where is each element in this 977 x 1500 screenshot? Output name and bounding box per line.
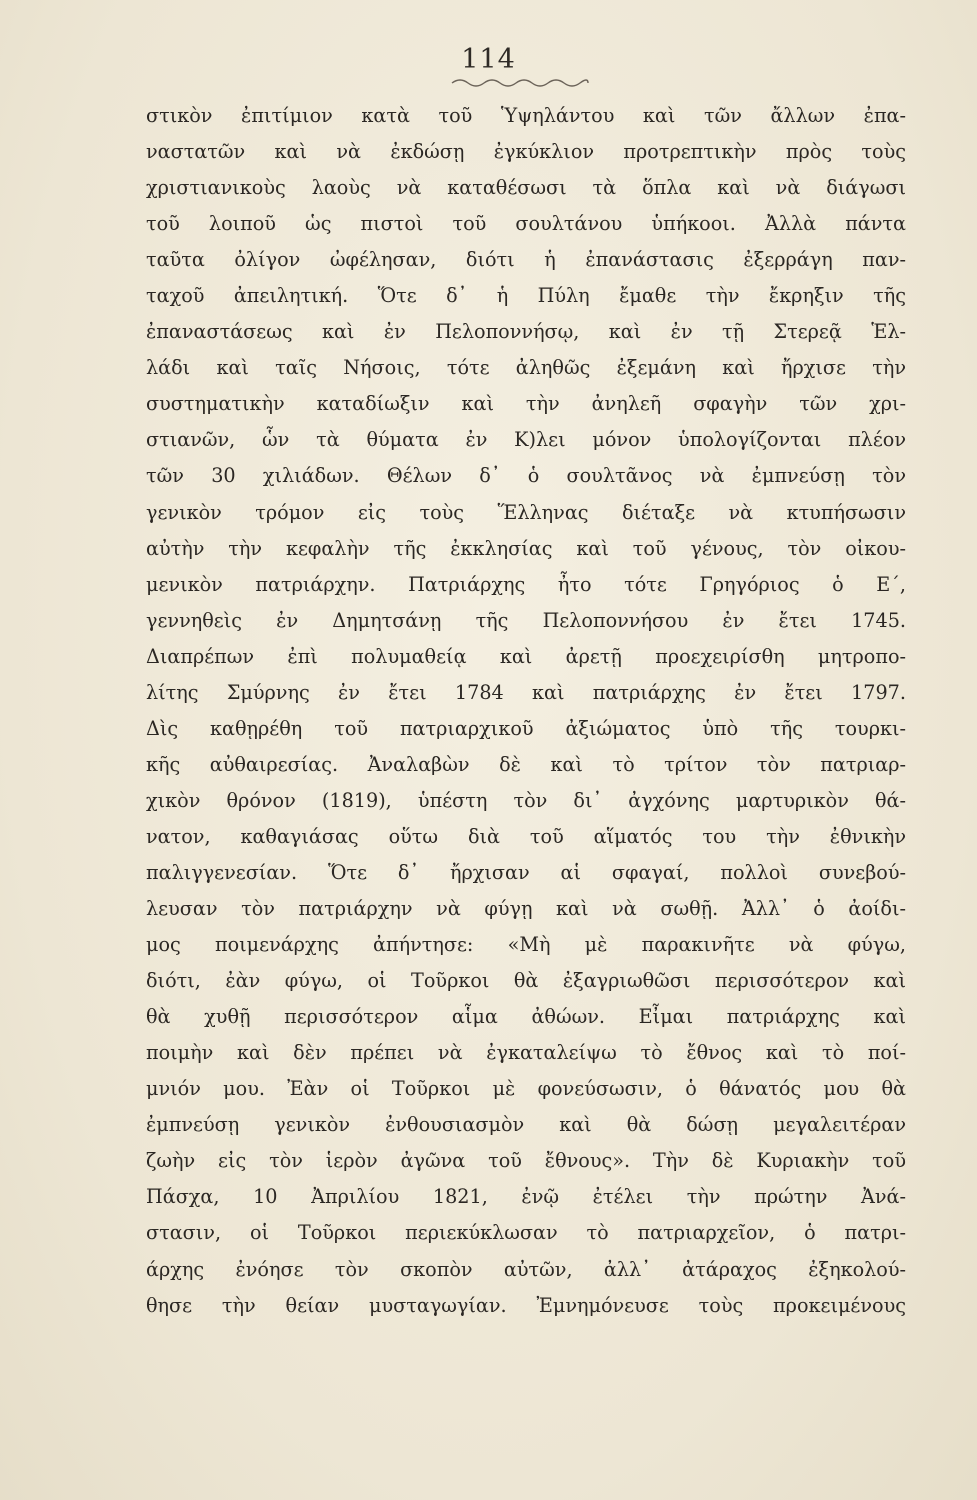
- text-line: διότι, ἐὰν φύγω, οἱ Τοῦρκοι θὰ ἐξαγριωθῶσι περισσότερον καὶ: [146, 969, 906, 993]
- text-line: ναστατῶν καὶ νὰ ἐκδώσῃ ἐγκύκλιον προτρεπτικὴν πρὸς τοὺς: [146, 140, 906, 164]
- text-line: Πάσχα, 10 Ἀπριλίου 1821, ἐνῷ ἐτέλει τὴν πρώτην Ἀνά-: [146, 1185, 906, 1209]
- text-line: λίτης Σμύρνης ἐν ἔτει 1784 καὶ πατριάρχης ἐν ἔτει 1797.: [146, 680, 906, 704]
- text-line: ἐμπνεύσῃ γενικὸν ἐνθουσιασμὸν καὶ θὰ δώσῃ μεγαλειτέραν: [146, 1113, 906, 1137]
- text-line: συστηματικὴν καταδίωξιν καὶ τὴν ἀνηλεῆ σφαγὴν τῶν χρι-: [146, 392, 906, 416]
- text-line: θησε τὴν θείαν μυσταγωγίαν. Ἐμνημόνευσε τοὺς προκειμένους: [146, 1293, 906, 1317]
- text-line: στικὸν ἐπιτίμιον κατὰ τοῦ Ὑψηλάντου καὶ τῶν ἄλλων ἐπα-: [146, 104, 906, 127]
- text-line: θὰ χυθῇ περισσότερον αἷμα ἀθώων. Εἶμαι πατριάρχης καὶ: [146, 1005, 906, 1029]
- text-line: μος ποιμενάρχης ἀπήντησε: «Μὴ μὲ παρακινῆτε νὰ φύγω,: [146, 933, 906, 957]
- text-line: λάδι καὶ ταῖς Νήσοις, τότε ἀληθῶς ἐξεμάνη καὶ ἤρχισε τὴν: [146, 356, 906, 380]
- text-line: γενικὸν τρόμον εἰς τοὺς Ἕλληνας διέταξε νὰ κτυπήσωσιν: [146, 500, 906, 524]
- text-line: Δὶς καθῃρέθη τοῦ πατριαρχικοῦ ἀξιώματος ὑπὸ τῆς τουρκι-: [146, 716, 906, 740]
- text-line: νατον, καθαγιάσας οὕτω διὰ τοῦ αἵματός του τὴν ἐθνικὴν: [146, 824, 906, 848]
- wavy-ornament-icon: [450, 76, 590, 90]
- text-line: άρχης ἐνόησε τὸν σκοπὸν αὐτῶν, ἀλλ᾽ ἀτάραχος ἐξηκολού-: [146, 1257, 906, 1281]
- text-line: χριστιανικοὺς λαοὺς νὰ καταθέσωσι τὰ ὅπλα καὶ νὰ διάγωσι: [146, 176, 906, 200]
- text-line: γεννηθεὶς ἐν Δημητσάνῃ τῆς Πελοποννήσου ἐν ἔτει 1745.: [146, 608, 906, 632]
- text-line: τοῦ λοιποῦ ὡς πιστοὶ τοῦ σουλτάνου ὑπήκοοι. Ἀλλὰ πάντα: [146, 212, 906, 236]
- text-line: στιανῶν, ὧν τὰ θύματα ἐν Κ)λει μόνον ὑπολογίζονται πλέον: [146, 428, 906, 452]
- body-text: [146, 98, 906, 1324]
- text-line: μενικὸν πατριάρχην. Πατριάρχης ἦτο τότε Γρηγόριος ὁ Ε΄,: [146, 572, 906, 596]
- page-number: 114: [461, 44, 516, 75]
- text-line: ἐπαναστάσεως καὶ ἐν Πελοποννήσῳ, καὶ ἐν τῇ Στερεᾷ Ἑλ-: [146, 320, 906, 344]
- text-line: ταῦτα ὀλίγον ὠφέλησαν, διότι ἡ ἐπανάστασις ἐξερράγη παν-: [146, 248, 906, 272]
- text-line: αὐτὴν τὴν κεφαλὴν τῆς ἐκκλησίας καὶ τοῦ γένους, τὸν οἰκου-: [146, 536, 906, 560]
- text-line: ταχοῦ ἀπειλητική. Ὅτε δ᾽ ἡ Πύλη ἔμαθε τὴν ἔκρηξιν τῆς: [146, 284, 906, 308]
- text-line: παλιγγενεσίαν. Ὅτε δ᾽ ἤρχισαν αἱ σφαγαί, πολλοὶ συνεβού-: [146, 860, 906, 884]
- text-line: κῆς αὐθαιρεσίας. Ἀναλαβὼν δὲ καὶ τὸ τρίτον τὸν πατριαρ-: [146, 752, 906, 776]
- text-line: χικὸν θρόνον (1819), ὑπέστη τὸν δι᾽ ἀγχόνης μαρτυρικὸν θά-: [146, 788, 906, 812]
- text-line: στασιν, οἱ Τοῦρκοι περιεκύκλωσαν τὸ πατριαρχεῖον, ὁ πατρι-: [146, 1221, 906, 1245]
- text-line: τῶν 30 χιλιάδων. Θέλων δ᾽ ὁ σουλτᾶνος νὰ ἐμπνεύσῃ τὸν: [146, 464, 906, 488]
- text-line: Διαπρέπων ἐπὶ πολυμαθείᾳ καὶ ἀρετῇ προεχειρίσθη μητροπο-: [146, 644, 906, 668]
- text-line: ποιμὴν καὶ δὲν πρέπει νὰ ἐγκαταλείψω τὸ ἔθνος καὶ τὸ ποί-: [146, 1041, 906, 1065]
- text-line: ζωὴν εἰς τὸν ἱερὸν ἀγῶνα τοῦ ἔθνους». Τὴν δὲ Κυριακὴν τοῦ: [146, 1149, 906, 1173]
- text-line: λευσαν τὸν πατριάρχην νὰ φύγῃ καὶ νὰ σωθῇ. Ἀλλ᾽ ὁ ἀοίδι-: [146, 897, 906, 921]
- text-line: μνιόν μου. Ἐὰν οἱ Τοῦρκοι μὲ φονεύσωσιν, ὁ θάνατός μου θὰ: [146, 1077, 906, 1101]
